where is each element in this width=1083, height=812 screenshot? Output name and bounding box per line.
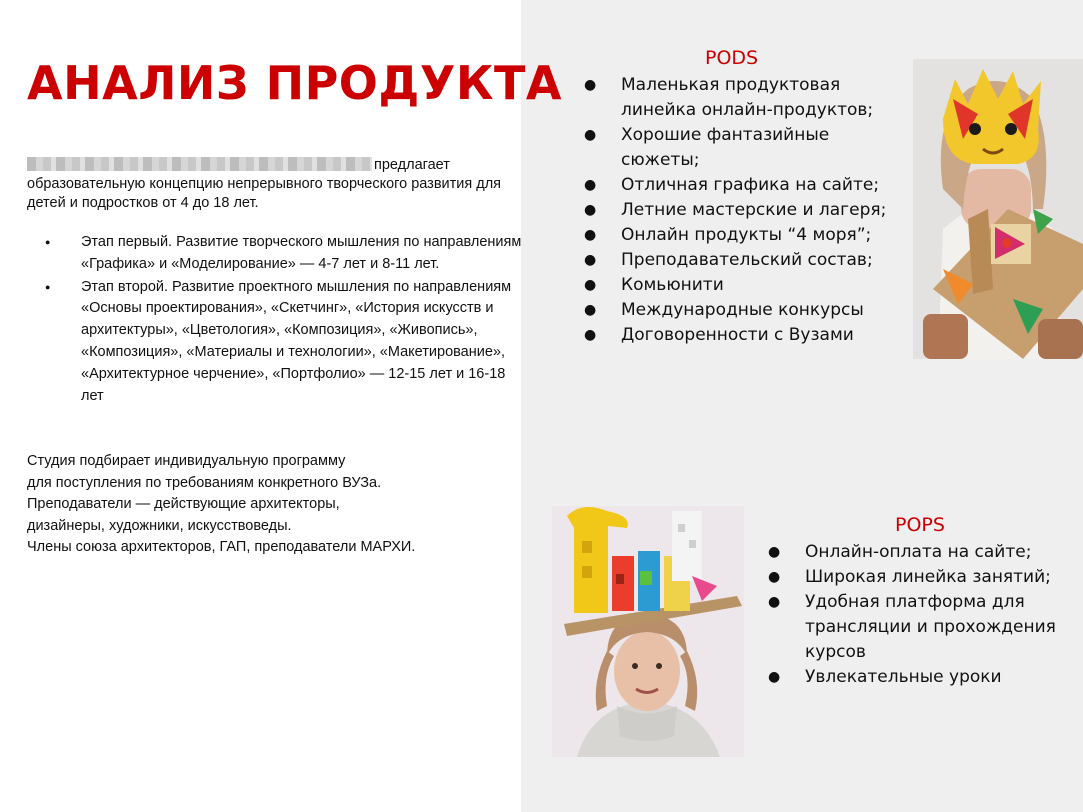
stage-item-2: ● Этап второй. Развитие проектного мышления по направлениям «Основы проектирования», «Скетчинг», «История искусств и архитектуры», «Цветология», «Композиция», «Живопись», «Композиция», «Материалы и технологии», «Макетирование», «Архитектурное черчение», «Портфолио» — 12-15 лет и 16-18 лет — [27, 277, 527, 408]
pops-item: ● Онлайн-оплата на сайте; — [768, 540, 1068, 565]
pods-item: ● Хорошие фантазийные сюжеты; — [584, 123, 906, 173]
stages-list — [27, 232, 527, 408]
pods-item: ● Комьюнити — [584, 273, 906, 298]
studio-line: для поступления по требованиям конкретного ВУЗа. — [27, 474, 382, 491]
stage-item-1: ● Этап первый. Развитие творческого мышления по направлениям «Графика» и «Моделирование» — 4-7 лет и 8-11 лет. — [27, 232, 527, 276]
pods-title: PODS — [705, 47, 759, 69]
studio-line: Преподаватели — действующие архитекторы, — [27, 496, 340, 512]
intro-text-first: предлагает — [374, 157, 450, 173]
child-hat-photo — [552, 506, 744, 757]
pods-list — [584, 73, 906, 348]
pods-item: ● Отличная графика на сайте; — [584, 173, 906, 198]
child-mask-photo — [913, 59, 1083, 359]
pods-item: ● Преподавательский состав; — [584, 248, 906, 273]
studio-line: Студия подбирает индивидуальную программу — [27, 453, 346, 469]
pops-title: POPS — [895, 514, 945, 536]
pods-item: ● Онлайн продукты “4 моря”; — [584, 223, 906, 248]
studio-paragraph — [27, 451, 527, 559]
intro-paragraph — [27, 156, 527, 213]
pods-item: ● Договоренности с Вузами — [584, 323, 906, 348]
studio-line: дизайнеры, художники, искусствоведы. — [27, 517, 292, 534]
pops-item: ● Удобная платформа для трансляции и прохождения курсов — [768, 590, 1068, 665]
studio-line: Члены союза архитекторов, ГАП, преподаватели МАРХИ. — [27, 539, 416, 555]
pops-item: ● Широкая линейка занятий; — [768, 565, 1068, 590]
pops-item: ● Увлекательные уроки — [768, 665, 1068, 690]
pops-list — [768, 540, 1068, 690]
redacted-studio-name — [27, 157, 372, 171]
pods-item: ● Летние мастерские и лагеря; — [584, 198, 906, 223]
pods-item: ● Международные конкурсы — [584, 298, 906, 323]
page-title: АНАЛИЗ ПРОДУКТА — [27, 56, 562, 110]
pods-item: ● Маленькая продуктовая линейка онлайн-продуктов; — [584, 73, 906, 123]
intro-text-rest: образовательную концепцию непрерывного творческого развития для детей и подростков от 4 до 18 лет. — [27, 176, 502, 211]
